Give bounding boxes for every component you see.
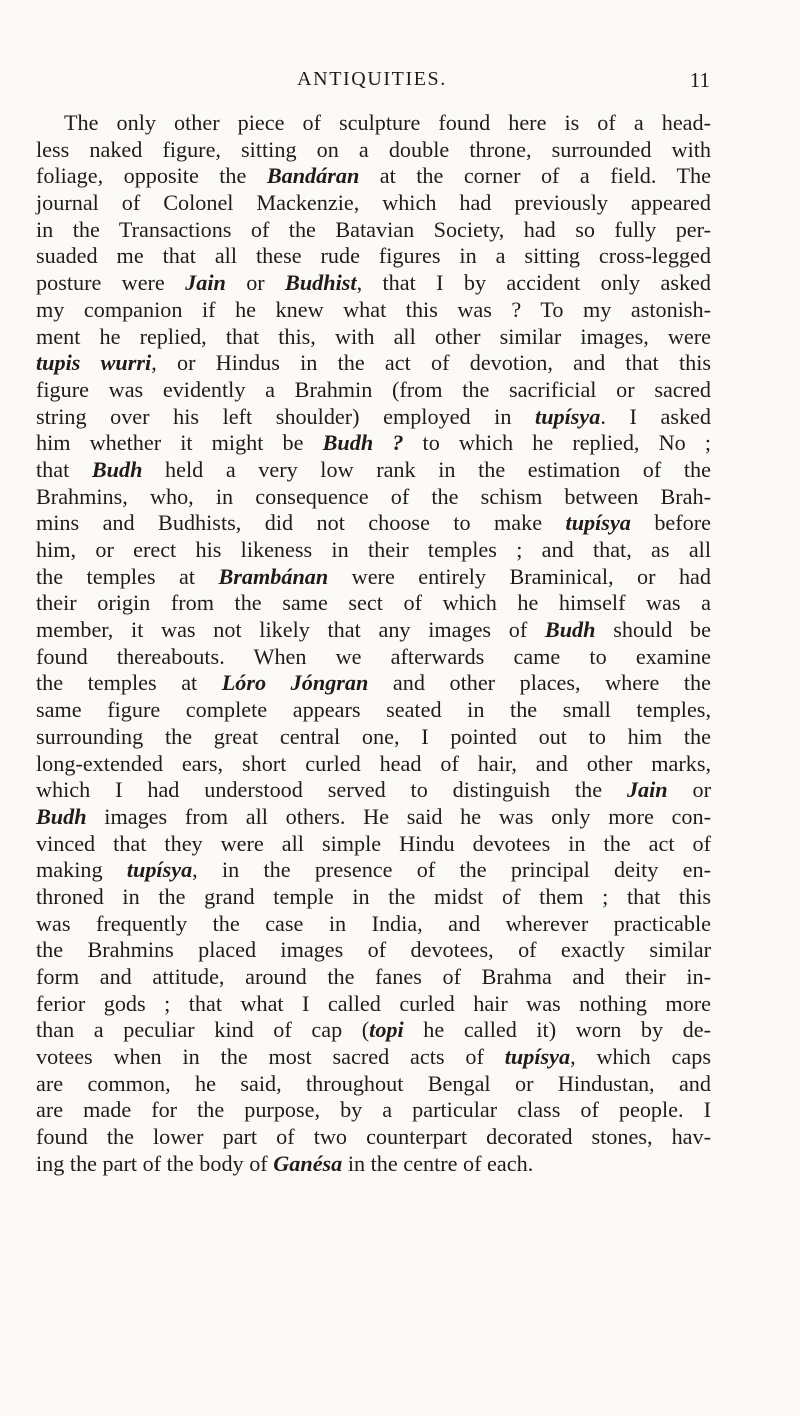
- text-line: [36, 644, 711, 671]
- text-line: [36, 911, 711, 938]
- text-run: their origin from the same sect of which he himself was a: [36, 590, 711, 616]
- running-title: ANTIQUITIES.: [297, 68, 447, 90]
- text-run: or: [667, 777, 711, 803]
- text-line: [36, 1124, 711, 1151]
- text-run: are made for the purpose, by a particular class of people. I: [36, 1097, 711, 1123]
- text-run: , that I by accident only asked: [356, 270, 711, 296]
- text-run: held a very low rank in the estimation of the: [142, 456, 711, 482]
- text-run: string over his left shoulder) employed in: [36, 403, 536, 429]
- text-run: , which caps: [570, 1044, 711, 1070]
- text-run: foliage, opposite the: [36, 163, 267, 189]
- text-line: [36, 991, 711, 1018]
- text-line: [36, 377, 711, 404]
- text-run: found thereabouts. When we afterwards came to examine: [36, 643, 711, 669]
- text-line: [36, 1017, 711, 1044]
- text-run: , in the presence of the principal deity en-: [192, 857, 711, 883]
- page-number: 11: [689, 68, 710, 92]
- text-line: [36, 324, 711, 351]
- text-run: he called it) worn by de-: [403, 1017, 711, 1043]
- text-run: found the lower part of two counterpart decorated stones, hav-: [36, 1124, 711, 1150]
- text-run: form and attitude, around the fanes of Brahma and their in-: [36, 964, 711, 989]
- text-run: making: [36, 857, 127, 883]
- text-run: posture were: [36, 270, 186, 296]
- text-run: the temples at: [36, 670, 222, 696]
- text-run: images from all others. He said he was only more con-: [86, 803, 711, 829]
- text-line: [36, 110, 711, 137]
- text-run: Brahmins, who, in consequence of the schism between Brah-: [36, 483, 711, 509]
- text-line: [36, 564, 711, 591]
- italic-term: tupísya: [565, 510, 631, 536]
- text-line: [36, 590, 711, 617]
- text-line: [36, 430, 711, 457]
- text-run: him whether it might be: [36, 430, 323, 456]
- italic-term: Budh: [544, 617, 596, 643]
- text-line: [36, 297, 711, 324]
- text-line: [36, 804, 711, 831]
- text-line: [36, 457, 711, 484]
- text-line: [36, 857, 711, 884]
- italic-term: Bandáran: [266, 163, 360, 189]
- text-run: to which he replied, No ;: [403, 430, 711, 456]
- text-line: [36, 404, 711, 431]
- text-run: mins and Budhists, did not choose to make: [36, 510, 566, 536]
- body-paragraph: [36, 110, 711, 1178]
- text-line: [36, 884, 711, 911]
- text-run: ferior gods ; that what I called curled hair was nothing more: [36, 990, 711, 1016]
- text-line: [36, 617, 711, 644]
- text-run: The only other piece of sculpture found here is of a head-: [64, 110, 711, 135]
- text-run: figure was evidently a Brahmin (from the sacrificial or sacred: [36, 376, 711, 402]
- text-line: [36, 217, 711, 244]
- text-line: [36, 537, 711, 564]
- text-line: [36, 831, 711, 858]
- text-run: than a peculiar kind of cap (: [36, 1017, 370, 1043]
- running-head: [34, 68, 710, 98]
- text-run: the Brahmins placed images of devotees, of exactly similar: [36, 937, 711, 963]
- text-run: or: [225, 270, 286, 296]
- text-run: . I asked: [600, 403, 711, 429]
- text-line: [36, 964, 711, 991]
- italic-term: Ganésa: [273, 1150, 343, 1176]
- italic-term: Budh: [91, 456, 143, 482]
- text-line: [36, 777, 711, 804]
- italic-term: tupísya: [504, 1044, 571, 1070]
- text-line: [36, 510, 711, 537]
- text-run: ment he replied, that this, with all other similar images, were: [36, 323, 711, 349]
- text-run: the temples at: [36, 563, 219, 589]
- text-run: vinced that they were all simple Hindu devotees in the act of: [36, 830, 711, 856]
- text-run: and other places, where the: [368, 670, 711, 696]
- text-run: are common, he said, throughout Bengal or Hindustan, and: [36, 1070, 711, 1096]
- italic-term: tupísya: [126, 857, 193, 883]
- text-line: [36, 697, 711, 724]
- text-line: [36, 937, 711, 964]
- italic-term: Lóro Jóngran: [221, 670, 369, 696]
- text-run: , or Hindus in the act of devotion, and that this: [151, 350, 711, 376]
- text-line: [36, 484, 711, 511]
- text-line: [36, 1071, 711, 1098]
- text-line: [36, 1044, 711, 1071]
- text-line: [36, 163, 711, 190]
- text-run: member, it was not likely that any images of: [36, 617, 545, 643]
- text-run: same figure complete appears seated in the small temples,: [36, 697, 711, 723]
- text-line: [36, 270, 711, 297]
- text-run: should be: [595, 617, 711, 643]
- text-run: him, or erect his likeness in their temples ; and that, as all: [36, 537, 711, 562]
- text-line: [36, 137, 711, 164]
- text-run: were entirely Braminical, or had: [328, 563, 711, 589]
- text-run: surrounding the great central one, I pointed out to him the: [36, 723, 711, 749]
- italic-term: tupísya: [535, 403, 601, 429]
- text-line: [36, 1097, 711, 1124]
- italic-term: tupis wurri: [36, 350, 152, 376]
- text-line: [36, 350, 711, 377]
- text-run: throned in the grand temple in the midst of them ; that this: [36, 883, 711, 909]
- text-run: which I had understood served to distinguish the: [36, 777, 627, 803]
- italic-term: Brambánan: [218, 563, 329, 589]
- text-run: journal of Colonel Mackenzie, which had previously appeared: [36, 190, 711, 216]
- text-run: in the centre of each.: [342, 1150, 534, 1176]
- text-run: was frequently the case in India, and wherever practicable: [36, 910, 711, 936]
- text-line: [36, 724, 711, 751]
- italic-term: Budhist: [285, 270, 357, 296]
- italic-term: Jain: [626, 777, 668, 803]
- italic-term: Budh: [36, 803, 87, 829]
- text-line: [36, 670, 711, 697]
- text-run: before: [630, 510, 711, 536]
- text-run: long-extended ears, short curled head of hair, and other marks,: [36, 750, 711, 776]
- text-run: suaded me that all these rude figures in a sitting cross-legged: [36, 243, 711, 269]
- text-line: [36, 1151, 711, 1178]
- text-line: [36, 190, 711, 217]
- text-run: in the Transactions of the Batavian Society, had so fully per-: [36, 216, 711, 242]
- text-run: my companion if he knew what this was ? To my astonish-: [36, 296, 711, 322]
- italic-term: Jain: [185, 270, 226, 296]
- text-run: votees when in the most sacred acts of: [36, 1044, 505, 1070]
- text-run: less naked figure, sitting on a double throne, surrounded with: [36, 136, 711, 162]
- text-line: [36, 751, 711, 778]
- text-run: ing the part of the body of: [36, 1150, 274, 1176]
- text-run: at the corner of a field. The: [359, 163, 711, 189]
- italic-term: topi: [369, 1017, 404, 1043]
- text-line: [36, 243, 711, 270]
- italic-term: Budh ?: [322, 430, 404, 456]
- text-run: that: [36, 456, 92, 482]
